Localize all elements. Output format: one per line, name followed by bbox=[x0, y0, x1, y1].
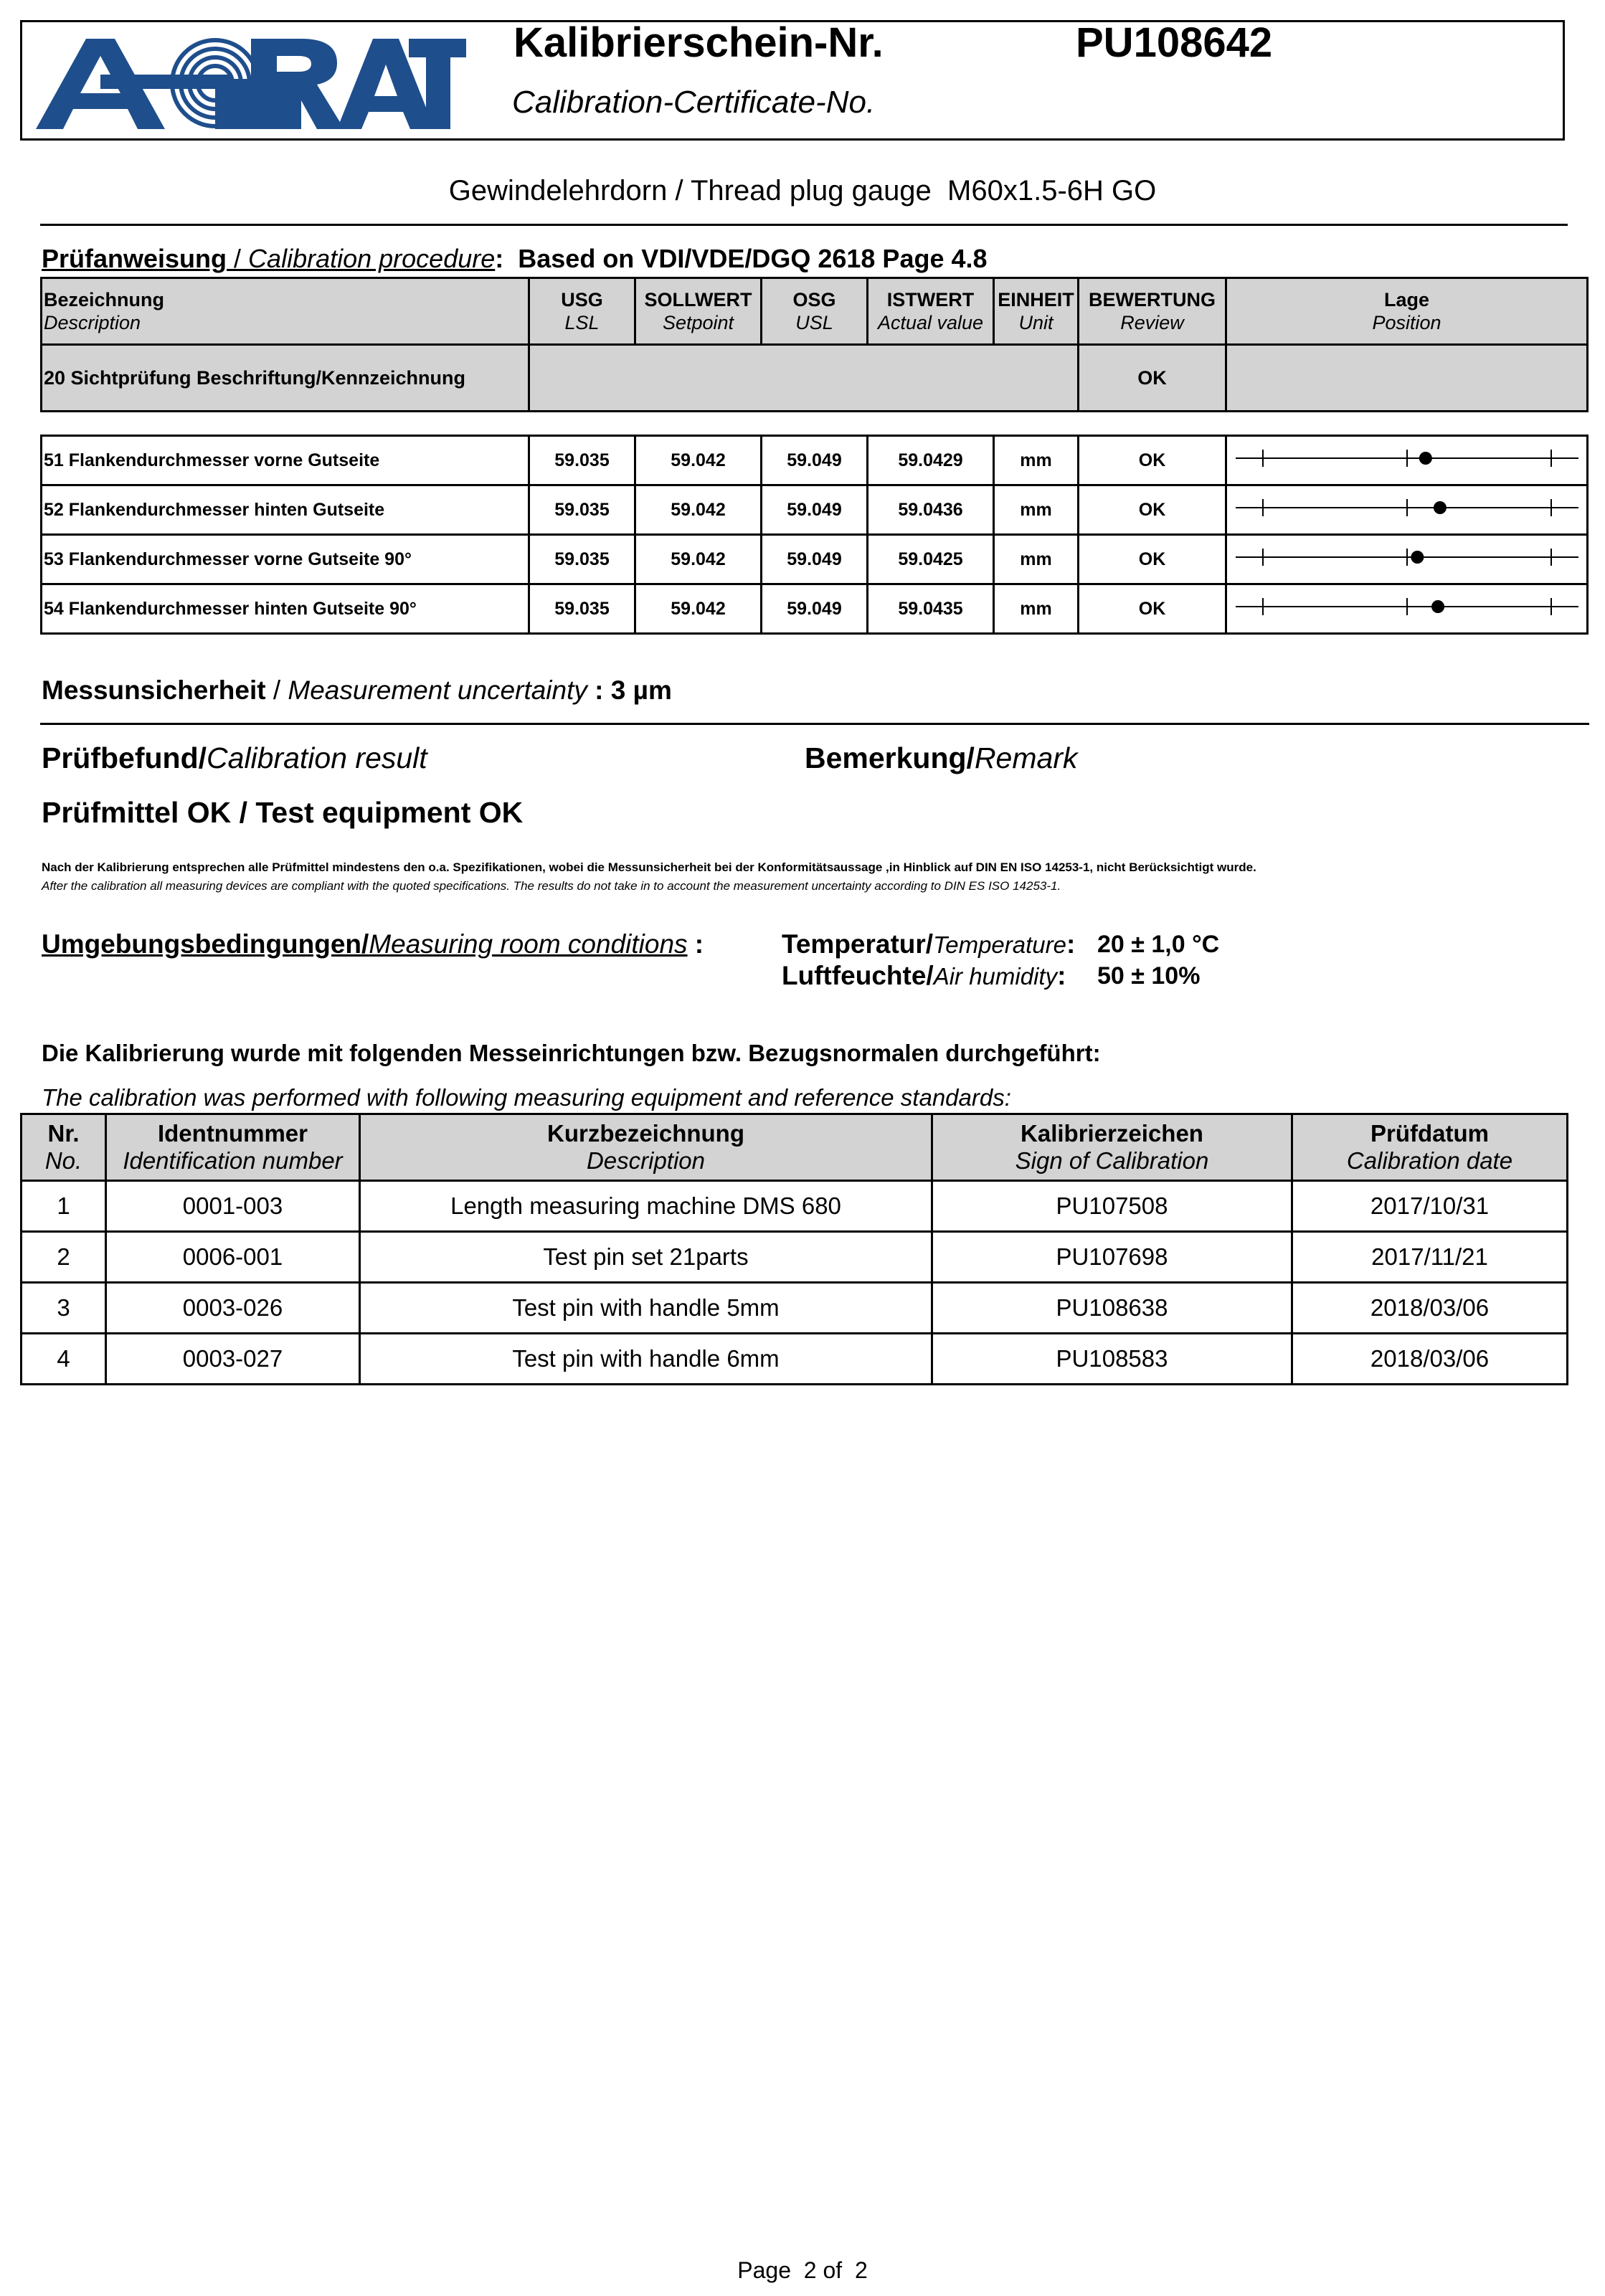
actual-value-marker bbox=[1431, 600, 1444, 613]
row-lsl: 59.035 bbox=[529, 436, 635, 485]
procedure-line bbox=[42, 244, 988, 274]
eq-date: 2017/10/31 bbox=[1292, 1181, 1568, 1232]
divider bbox=[40, 224, 1568, 226]
position-scale bbox=[1231, 592, 1583, 621]
row-lsl: 59.035 bbox=[529, 584, 635, 634]
eq-sign: PU108638 bbox=[932, 1283, 1292, 1334]
table-row bbox=[22, 1283, 1568, 1334]
eq-id: 0001-003 bbox=[106, 1181, 360, 1232]
row-review: OK bbox=[1079, 584, 1226, 634]
eq-description: Test pin with handle 6mm bbox=[360, 1334, 932, 1385]
equipment-table bbox=[20, 1113, 1568, 1385]
eq-header-date: Prüfdatum Calibration date bbox=[1292, 1114, 1568, 1181]
row-lsl: 59.035 bbox=[529, 535, 635, 584]
row-setpoint: 59.042 bbox=[635, 584, 762, 634]
position-scale bbox=[1231, 543, 1583, 571]
eq-date: 2017/11/21 bbox=[1292, 1232, 1568, 1283]
header-description: Bezeichnung Description bbox=[42, 278, 529, 345]
procedure-label-en: Calibration procedure bbox=[248, 244, 496, 273]
eq-no: 2 bbox=[22, 1232, 106, 1283]
humidity-value: 50 ± 10% bbox=[1097, 962, 1201, 990]
row-review: OK bbox=[1079, 436, 1226, 485]
temperature-value: 20 ± 1,0 °C bbox=[1097, 931, 1220, 958]
uncertainty-value: 3 µm bbox=[610, 675, 672, 705]
row-unit: mm bbox=[994, 584, 1079, 634]
result-label: Prüfbefund/Calibration result bbox=[42, 741, 427, 774]
uncertainty-sep: / bbox=[265, 675, 288, 705]
actual-value-marker bbox=[1411, 551, 1424, 564]
table-row bbox=[42, 535, 1588, 584]
remark-label: Bemerkung/Remark bbox=[805, 741, 1078, 774]
eq-description: Length measuring machine DMS 680 bbox=[360, 1181, 932, 1232]
result-text: Prüfmittel OK / Test equipment OK bbox=[42, 796, 524, 829]
row-usl: 59.049 bbox=[762, 584, 868, 634]
item-line: Gewindelehrdorn / Thread plug gauge M60x1.5-6H GO bbox=[448, 175, 1157, 207]
eq-sign: PU107508 bbox=[932, 1181, 1292, 1232]
row-unit: mm bbox=[994, 436, 1079, 485]
header-unit: EINHEIT Unit bbox=[994, 278, 1079, 345]
cert-number: PU108642 bbox=[1076, 19, 1273, 66]
uncertainty-label-de: Messunsicherheit bbox=[42, 675, 266, 705]
eq-description: Test pin with handle 5mm bbox=[360, 1283, 932, 1334]
cert-label-de: Kalibrierschein-Nr. bbox=[513, 19, 884, 66]
visual-check-review: OK bbox=[1079, 345, 1226, 412]
actual-value-marker bbox=[1419, 452, 1431, 465]
eq-id: 0003-026 bbox=[106, 1283, 360, 1334]
procedure-colon: : bbox=[495, 244, 504, 273]
eq-no: 4 bbox=[22, 1334, 106, 1385]
position-scale bbox=[1231, 444, 1583, 473]
eq-date: 2018/03/06 bbox=[1292, 1283, 1568, 1334]
eq-sign: PU108583 bbox=[932, 1334, 1292, 1385]
eq-no: 3 bbox=[22, 1283, 106, 1334]
eq-description: Test pin set 21parts bbox=[360, 1232, 932, 1283]
table-row bbox=[42, 485, 1588, 535]
visual-check-row bbox=[42, 345, 1588, 412]
eq-date: 2018/03/06 bbox=[1292, 1334, 1568, 1385]
row-position-indicator bbox=[1226, 485, 1588, 535]
temperature-label: Temperatur/Temperature: bbox=[782, 929, 1076, 959]
row-review: OK bbox=[1079, 485, 1226, 535]
row-description: 53 Flankendurchmesser vorne Gutseite 90° bbox=[42, 535, 529, 584]
eq-header-id: Identnummer Identification number bbox=[106, 1114, 360, 1181]
row-position-indicator bbox=[1226, 436, 1588, 485]
header-position: Lage Position bbox=[1226, 278, 1588, 345]
row-setpoint: 59.042 bbox=[635, 436, 762, 485]
uncertainty-label-en: Measurement uncertainty bbox=[288, 675, 587, 705]
row-setpoint: 59.042 bbox=[635, 535, 762, 584]
row-position-indicator bbox=[1226, 535, 1588, 584]
eq-no: 1 bbox=[22, 1181, 106, 1232]
position-scale bbox=[1231, 493, 1583, 522]
row-description: 52 Flankendurchmesser hinten Gutseite bbox=[42, 485, 529, 535]
procedure-value: Based on VDI/VDE/DGQ 2618 Page 4.8 bbox=[518, 244, 988, 273]
row-actual: 59.0436 bbox=[868, 485, 994, 535]
visual-check-description: 20 Sichtprüfung Beschriftung/Kennzeichnung bbox=[42, 345, 529, 412]
equipment-intro-de: Die Kalibrierung wurde mit folgenden Messeinrichtungen bzw. Bezugsnormalen durchgeführt: bbox=[42, 1040, 1101, 1066]
table-row bbox=[22, 1334, 1568, 1385]
header-setpoint: SOLLWERT Setpoint bbox=[635, 278, 762, 345]
row-description: 51 Flankendurchmesser vorne Gutseite bbox=[42, 436, 529, 485]
row-actual: 59.0425 bbox=[868, 535, 994, 584]
eq-header-sign: Kalibrierzeichen Sign of Calibration bbox=[932, 1114, 1292, 1181]
visual-check-position bbox=[1226, 345, 1588, 412]
row-position-indicator bbox=[1226, 584, 1588, 634]
company-logo bbox=[36, 36, 466, 131]
header-review: BEWERTUNG Review bbox=[1079, 278, 1226, 345]
procedure-label-de: Prüfanweisung bbox=[42, 244, 227, 273]
cert-label-en: Calibration-Certificate-No. bbox=[512, 85, 876, 120]
table-row bbox=[42, 584, 1588, 634]
eq-sign: PU107698 bbox=[932, 1232, 1292, 1283]
row-usl: 59.049 bbox=[762, 535, 868, 584]
humidity-label: Luftfeuchte/Air humidity: bbox=[782, 961, 1066, 990]
row-unit: mm bbox=[994, 535, 1079, 584]
eq-header-desc: Kurzbezeichnung Description bbox=[360, 1114, 932, 1181]
divider bbox=[40, 723, 1589, 725]
conditions-label: Umgebungsbedingungen/Measuring room conditions : bbox=[42, 929, 704, 959]
visual-check-empty bbox=[529, 345, 1079, 412]
header-usl: OSG USL bbox=[762, 278, 868, 345]
uncertainty-colon: : bbox=[587, 675, 611, 705]
procedure-sep: / bbox=[227, 244, 249, 273]
equipment-intro-en: The calibration was performed with following measuring equipment and reference standards: bbox=[42, 1084, 1011, 1111]
procedure-header-table bbox=[40, 277, 1589, 412]
uncertainty-line bbox=[42, 675, 672, 706]
row-actual: 59.0435 bbox=[868, 584, 994, 634]
eq-id: 0003-027 bbox=[106, 1334, 360, 1385]
table-row bbox=[22, 1232, 1568, 1283]
row-description: 54 Flankendurchmesser hinten Gutseite 90° bbox=[42, 584, 529, 634]
eq-id: 0006-001 bbox=[106, 1232, 360, 1283]
row-unit: mm bbox=[994, 485, 1079, 535]
measurement-table bbox=[40, 435, 1589, 635]
note-en: After the calibration all measuring devices are compliant with the quoted specifications. The results do not take in to account the measurement uncertainty according to DIN ES ISO 14253-1. bbox=[42, 879, 1061, 893]
table-row bbox=[42, 436, 1588, 485]
eq-header-no: Nr. No. bbox=[22, 1114, 106, 1181]
row-actual: 59.0429 bbox=[868, 436, 994, 485]
row-setpoint: 59.042 bbox=[635, 485, 762, 535]
note-de: Nach der Kalibrierung entsprechen alle Prüfmittel mindestens den o.a. Spezifikationen, wobei die Messunsicherheit bei der Konformitätsaussage ,in Hinblick auf DIN EN ISO 14253-1, nicht Berücksichtigt wurde. bbox=[42, 860, 1256, 874]
row-usl: 59.049 bbox=[762, 436, 868, 485]
row-review: OK bbox=[1079, 535, 1226, 584]
table-row bbox=[22, 1181, 1568, 1232]
header-lsl: USG LSL bbox=[529, 278, 635, 345]
actual-value-marker bbox=[1433, 501, 1446, 514]
header-actual: ISTWERT Actual value bbox=[868, 278, 994, 345]
page-footer: Page 2 of 2 bbox=[737, 2257, 868, 2283]
row-lsl: 59.035 bbox=[529, 485, 635, 535]
row-usl: 59.049 bbox=[762, 485, 868, 535]
